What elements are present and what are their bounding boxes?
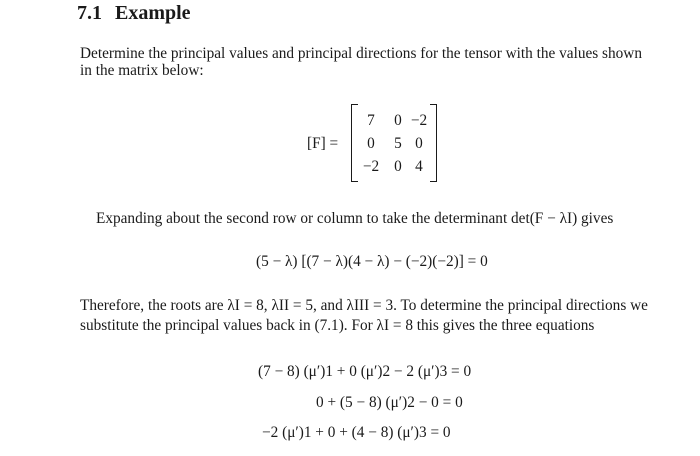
section-title: Example — [115, 2, 191, 24]
matrix-cell: −2 — [362, 158, 380, 175]
matrix-cell: 0 — [415, 135, 423, 152]
roots-text-line-2: substitute the principal values back in (7.1). For λI = 8 this gives the three equations — [80, 317, 595, 334]
equation-1: (7 − 8) (μ′)1 + 0 (μ′)2 − 2 (μ′)3 = 0 — [258, 363, 472, 380]
matrix-cell: 0 — [394, 112, 402, 129]
matrix-cell: 7 — [367, 112, 375, 129]
matrix-label: [F] = — [307, 135, 339, 152]
matrix-cell: 0 — [367, 135, 375, 152]
matrix-cell: 0 — [394, 158, 402, 175]
roots-text-line-1: Therefore, the roots are λI = 8, λII = 5, and λIII = 3. To determine the principal directions we — [80, 297, 648, 314]
determinant-equation: (5 − λ) [(7 − λ)(4 − λ) − (−2)(−2)] = 0 — [256, 253, 488, 270]
section-number: 7.1 — [77, 2, 102, 24]
matrix-cell: 5 — [394, 135, 402, 152]
intro-text-line-2: in the matrix below: — [80, 62, 204, 79]
matrix-cell: 4 — [415, 158, 423, 175]
equation-3: −2 (μ′)1 + 0 + (4 − 8) (μ′)3 = 0 — [262, 424, 451, 441]
section-heading — [77, 2, 191, 25]
expansion-text: Expanding about the second row or column to take the determinant det(F − λI) gives — [96, 210, 614, 227]
intro-text-line-1: Determine the principal values and principal directions for the tensor with the values shown — [80, 45, 642, 62]
equation-2: 0 + (5 − 8) (μ′)2 − 0 = 0 — [316, 394, 463, 411]
matrix-cell: −2 — [410, 112, 428, 129]
